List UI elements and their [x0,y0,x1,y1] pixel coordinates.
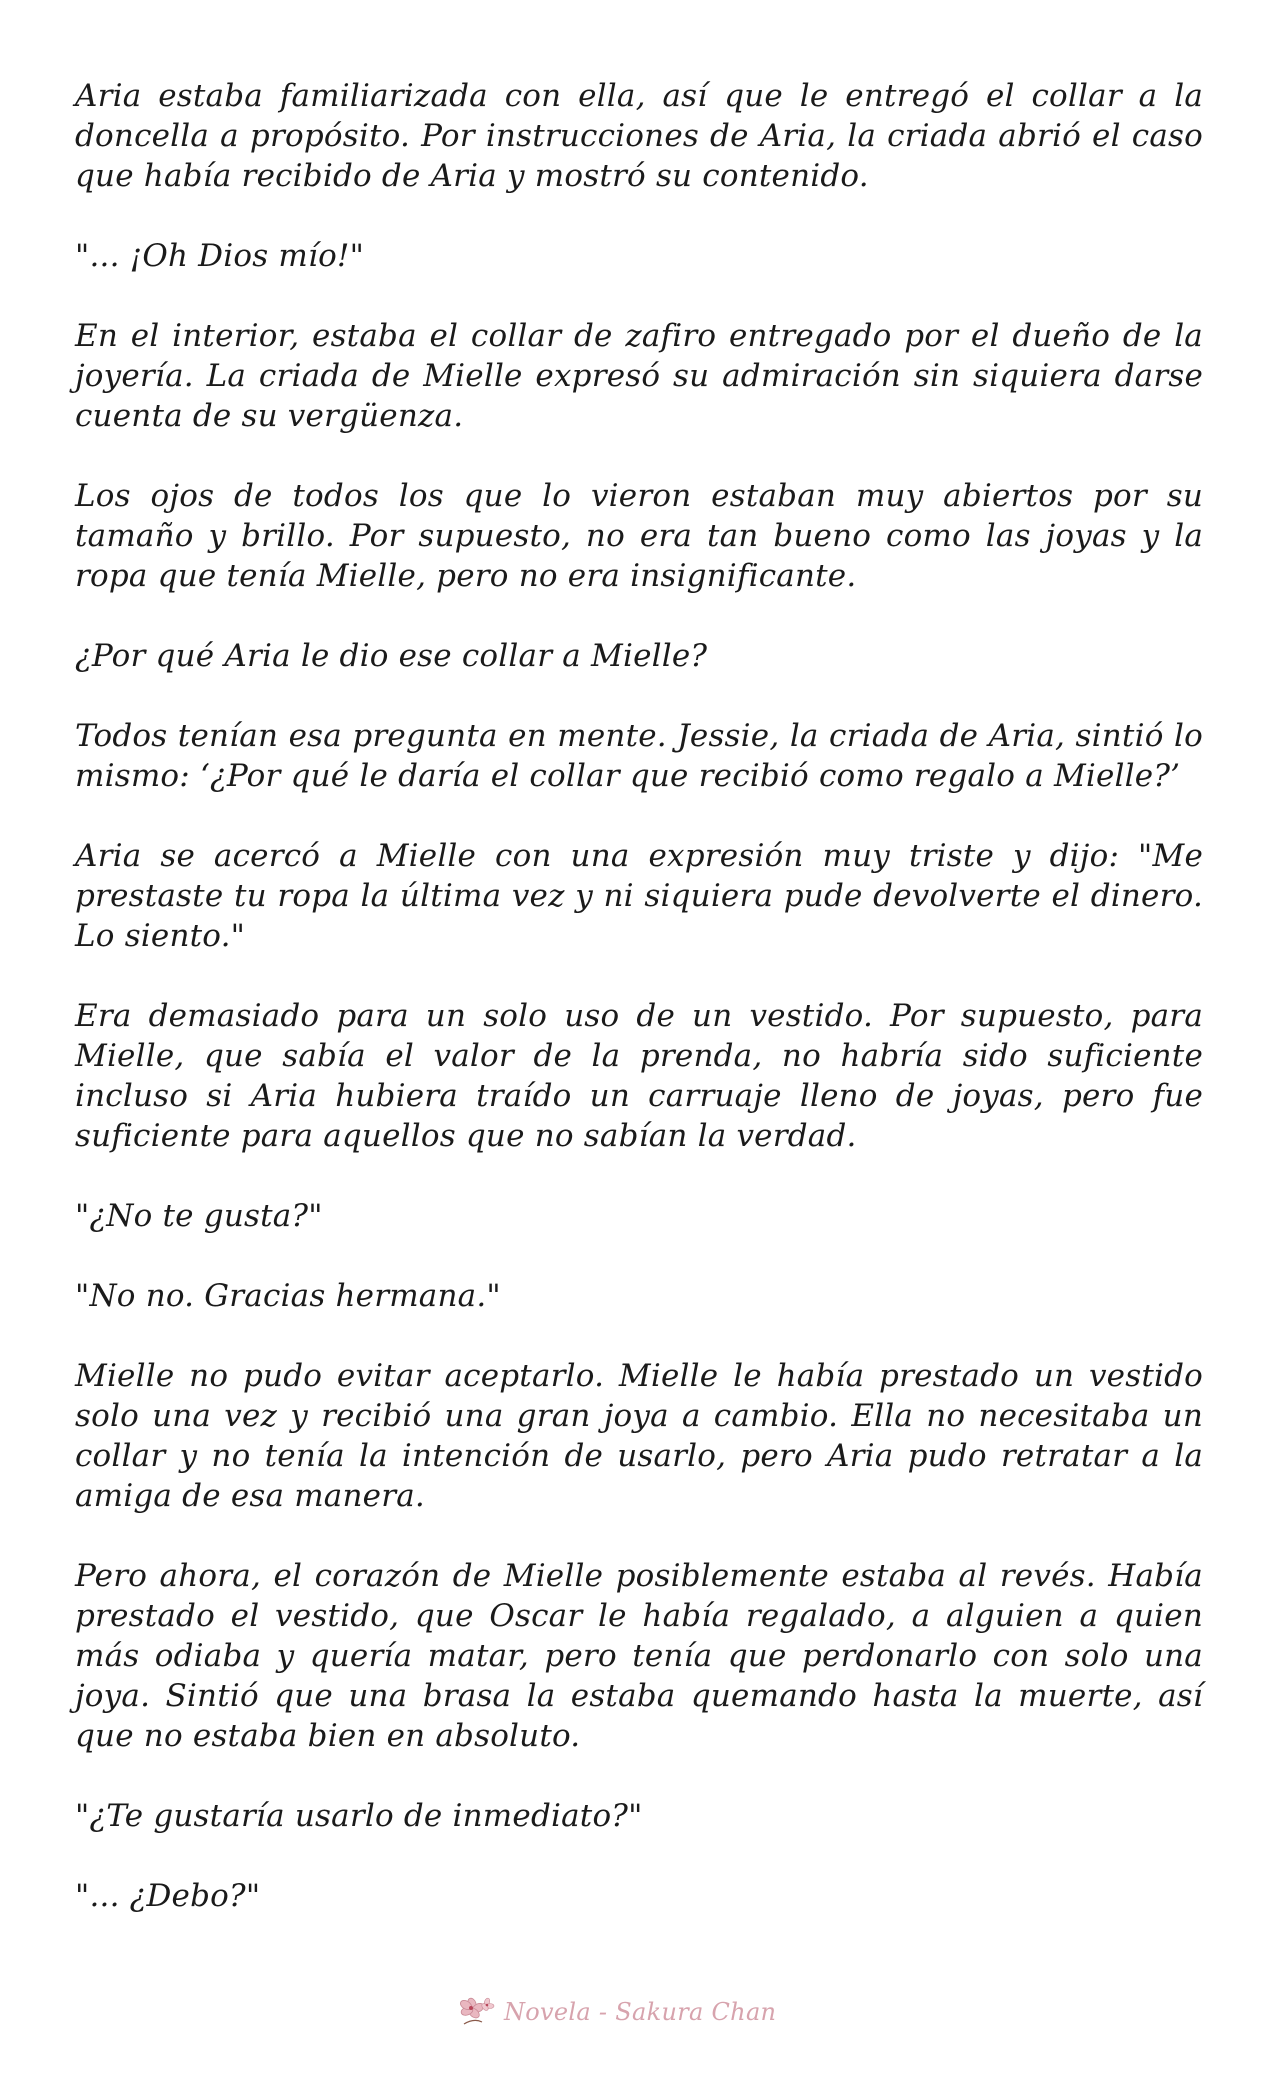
paragraph: Los ojos de todos los que lo vieron estaban muy abiertos por su tamaño y brillo. Por supuesto, no era tan bueno como las joyas y la ropa que tenía Mielle, pero no era insignificante. [75,478,1203,594]
paragraph: Todos tenían esa pregunta en mente. Jessie, la criada de Aria, sintió lo mismo: ‘¿Por qué le daría el collar que recibió como regalo a Mielle?’ [75,718,1203,794]
paragraph: Mielle no pudo evitar aceptarlo. Mielle le había prestado un vestido solo una vez y recibió una gran joya a cambio. Ella no necesitaba un collar y no tenía la intención de usarlo, pero Aria pudo retratar a la amiga de esa manera. [75,1358,1203,1514]
paragraph: En el interior, estaba el collar de zafiro entregado por el dueño de la joyería. La criada de Mielle expresó su admiración sin siquiera darse cuenta de su vergüenza. [75,318,1203,434]
paragraph: Era demasiado para un solo uso de un vestido. Por supuesto, para Mielle, que sabía el valor de la prenda, no habría sido suficiente incluso si Aria hubiera traído un carruaje lleno de joyas, pero fue suficiente para aquellos que no sabían la verdad. [75,998,1203,1154]
paragraph: "No no. Gracias hermana." [75,1278,501,1314]
paragraph: "... ¡Oh Dios mío!" [75,238,365,274]
watermark [458,1992,776,2032]
paragraph: ¿Por qué Aria le dio ese collar a Mielle? [75,638,708,674]
paragraph: "... ¿Debo?" [75,1878,261,1914]
sakura-flower-icon [458,1992,498,2032]
paragraph: Aria estaba familiarizada con ella, así que le entregó el collar a la doncella a propósito. Por instrucciones de Aria, la criada abrió el caso que había recibido de Aria y mostró su contenido. [75,78,1203,194]
paragraph: "¿Te gustaría usarlo de inmediato?" [75,1798,643,1834]
watermark-text: Novela - Sakura Chan [504,1998,777,2026]
paragraph: "¿No te gusta?" [75,1198,323,1234]
paragraph: Aria se acercó a Mielle con una expresión muy triste y dijo: "Me prestaste tu ropa la última vez y ni siquiera pude devolverte el dinero. Lo siento." [75,838,1203,954]
paragraph: Pero ahora, el corazón de Mielle posiblemente estaba al revés. Había prestado el vestido, que Oscar le había regalado, a alguien a quien más odiaba y quería matar, pero tenía que perdonarlo con solo una joya. Sintió que una brasa la estaba quemando hasta la muerte, así que no estaba bien en absoluto. [75,1558,1203,1754]
text-body [75,76,1203,1956]
